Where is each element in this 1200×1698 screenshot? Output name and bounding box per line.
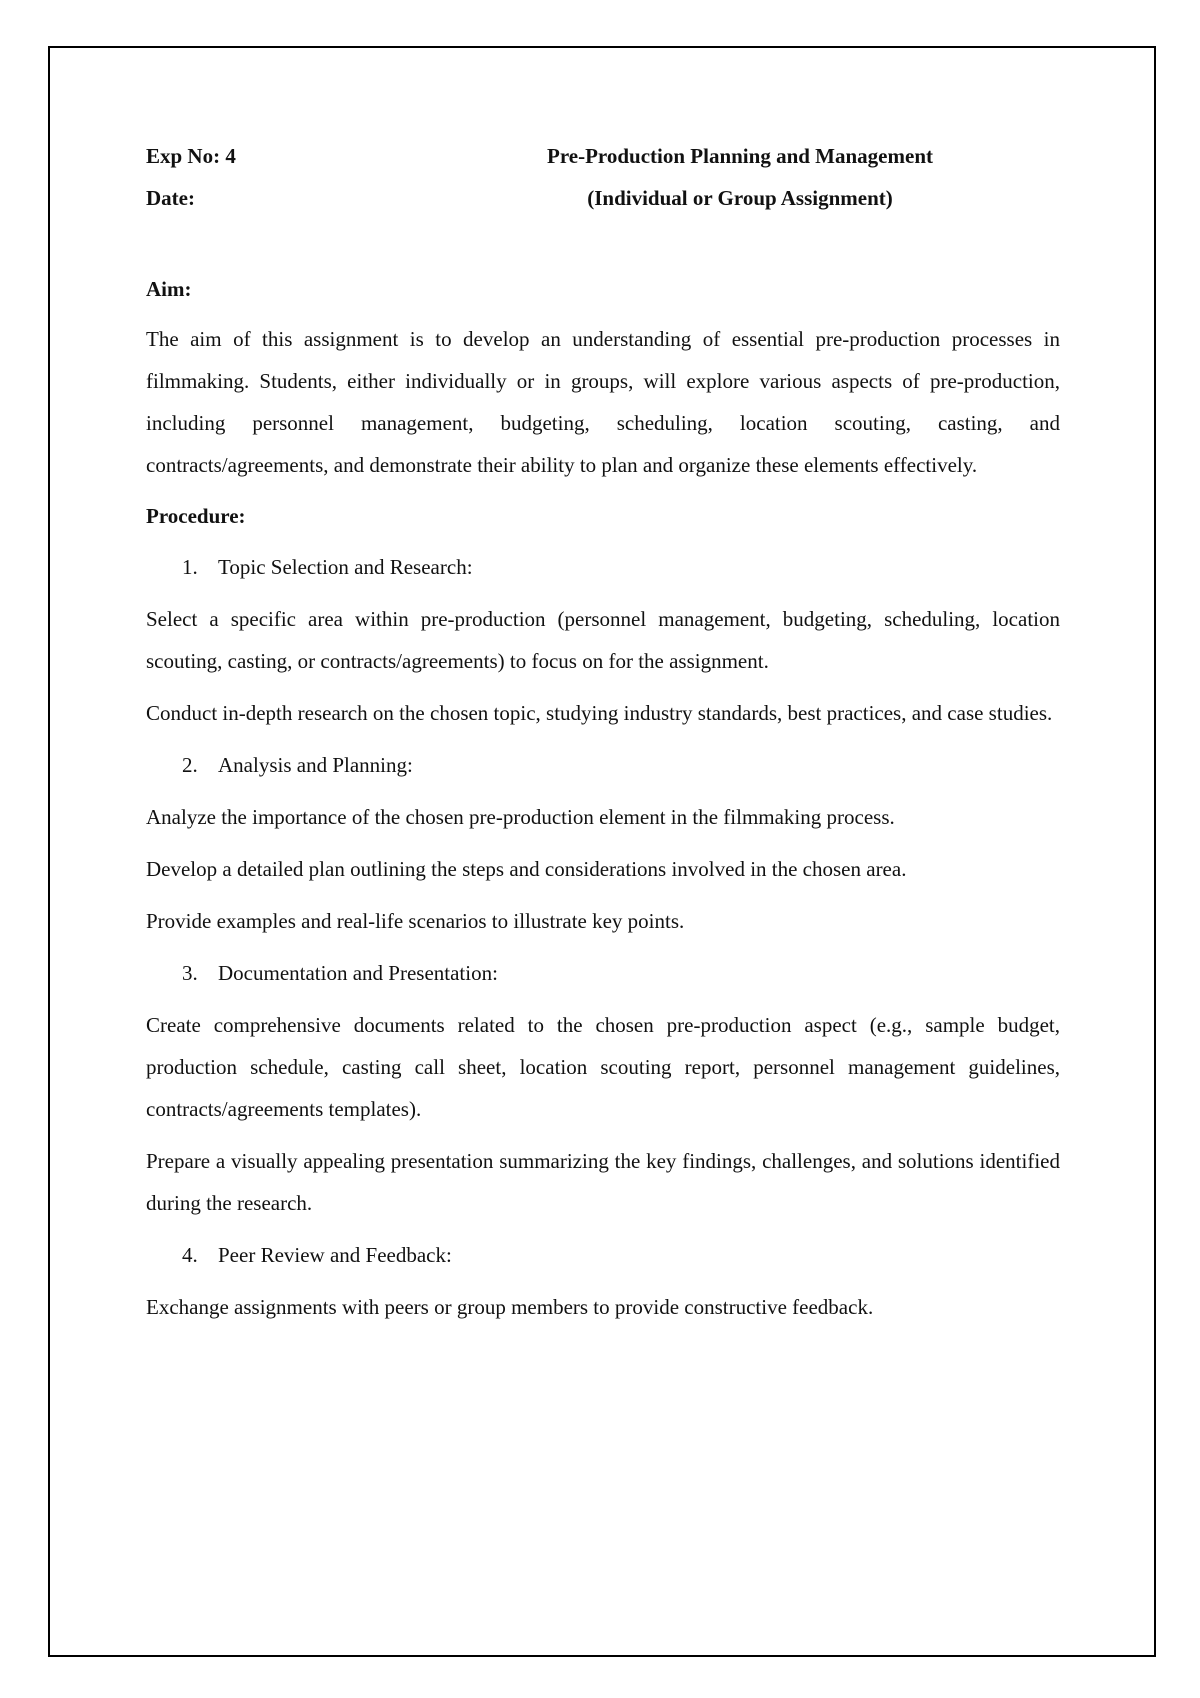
step-number: 4. <box>182 1243 198 1267</box>
procedure-step <box>146 952 1060 994</box>
step-title: Analysis and Planning: <box>218 753 413 777</box>
document-title: Pre-Production Planning and Management <box>547 144 933 168</box>
aim-paragraph: The aim of this assignment is to develop an understanding of essential pre-production processes in filmmaking. Students, either individually or in groups, will explore various aspects of pre-production, including personnel management, budgeting, scheduling, location scouting, casting, and contracts/agreements, and demonstrate their ability to plan and organize these elements effectively. <box>146 327 1060 477</box>
step-paragraph: Analyze the importance of the chosen pre-production element in the filmmaking process. <box>146 805 895 829</box>
step-paragraph: Select a specific area within pre-production (personnel management, budgeting, scheduling, location scouting, casting, or contracts/agreements) to focus on for the assignment. <box>146 607 1060 673</box>
step-paragraph: Provide examples and real-life scenarios to illustrate key points. <box>146 909 685 933</box>
document-subtitle: (Individual or Group Assignment) <box>587 186 893 210</box>
aim-heading: Aim: <box>146 277 192 301</box>
step-paragraph: Conduct in-depth research on the chosen topic, studying industry standards, best practices, and case studies. <box>146 701 1053 725</box>
step-title: Peer Review and Feedback: <box>218 1243 452 1267</box>
step-paragraph: Exchange assignments with peers or group members to provide constructive feedback. <box>146 1295 874 1319</box>
exp-number: Exp No: 4 <box>146 144 236 168</box>
step-title: Topic Selection and Research: <box>218 555 473 579</box>
header-row-2 <box>146 186 1060 228</box>
step-paragraph: Prepare a visually appealing presentation summarizing the key findings, challenges, and solutions identified during the research. <box>146 1149 1060 1215</box>
procedure-step <box>146 1234 1060 1276</box>
step-paragraph: Develop a detailed plan outlining the steps and considerations involved in the chosen area. <box>146 857 907 881</box>
step-paragraph: Create comprehensive documents related to the chosen pre-production aspect (e.g., sample budget, production schedule, casting call sheet, location scouting report, personnel management guidelines, contracts/agreements templates). <box>146 1013 1060 1121</box>
procedure-heading: Procedure: <box>146 504 246 528</box>
header-row-1 <box>146 144 1060 186</box>
procedure-step <box>146 546 1060 588</box>
step-number: 2. <box>182 753 198 777</box>
step-number: 3. <box>182 961 198 985</box>
step-number: 1. <box>182 555 198 579</box>
step-title: Documentation and Presentation: <box>218 961 498 985</box>
date-label: Date: <box>146 186 195 210</box>
procedure-step <box>146 744 1060 786</box>
document-body <box>146 144 1060 1328</box>
